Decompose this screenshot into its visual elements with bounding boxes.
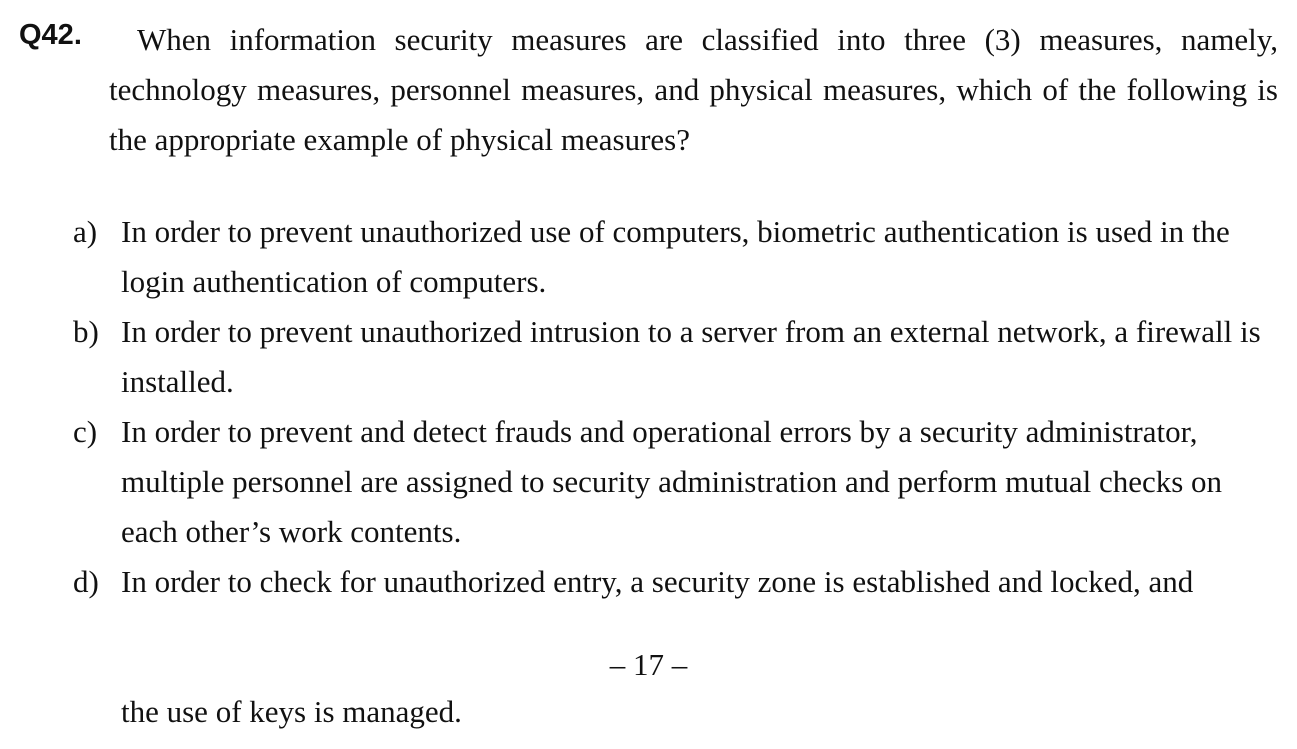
option-label: c): [73, 414, 98, 449]
option-label: d): [73, 564, 99, 599]
page-number: – 17 –: [609, 647, 688, 682]
option-label: b): [73, 314, 99, 349]
option-text: In order to prevent unauthorized use of computers, biometric authentication is used in the login authentication of computers.: [121, 214, 1230, 299]
option-text: In order to check for unauthorized entry, a security zone is established and locked, and: [121, 564, 1194, 599]
option-text: In order to prevent and detect frauds and operational errors by a security administrator, multiple personnel are assigned to security administration and perform mutual checks on each other’s work contents.: [121, 414, 1223, 549]
option-d-continuation: the use of keys is managed.: [121, 694, 462, 729]
option-text: In order to prevent unauthorized intrusion to a server from an external network, a firewall is installed.: [121, 314, 1261, 399]
option-label: a): [73, 214, 98, 249]
question-text: When information security measures are classified into three (3) measures, namely, technology measures, personnel measures, and physical measures, which of the following is the appropriate example of physical measures?: [109, 22, 1278, 157]
question-number: Q42.: [19, 19, 82, 51]
